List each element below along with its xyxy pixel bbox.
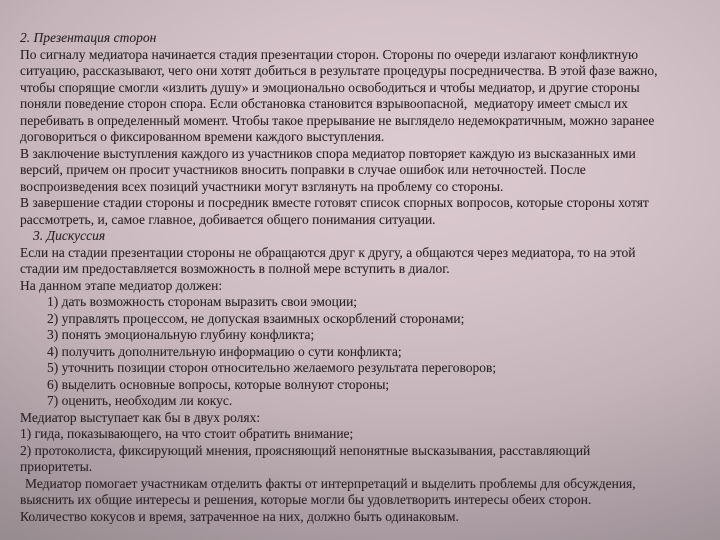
slide-text-line: На данном этапе медиатор должен: bbox=[20, 277, 223, 293]
slide-text-line: Количество кокусов и время, затраченное на них, должно быть одинаковым. bbox=[20, 508, 459, 524]
slide-text-line: 4) получить дополнительную информацию о сути конфликта; bbox=[47, 343, 402, 359]
slide-text-line: 7) оценить, необходим ли кокус. bbox=[47, 393, 233, 408]
slide-text-line: воспроизведения всех позиций участники могут взглянуть на проблему со стороны. bbox=[20, 178, 504, 194]
slide-text-line: Медиатор выступает как бы в двух ролях: bbox=[20, 409, 261, 425]
slide-text-line: 3) понять эмоциональную глубину конфликта; bbox=[47, 327, 315, 342]
slide-text-line: По сигналу медиатора начинается стадия презентации сторон. Стороны по очереди излагают конфликтную bbox=[20, 46, 639, 62]
slide-text-line: Медиатор помогает участникам отделить факты от интерпретаций и выделить проблемы для обсуждения, bbox=[25, 475, 636, 491]
slide-heading-line: 3. Дискуссия bbox=[33, 228, 106, 243]
slide-text-block bbox=[0, 30, 720, 525]
slide-text-line: В заключение выступления каждого из участников спора медиатор повторяет каждую из высказанных ими bbox=[20, 145, 636, 161]
slide-text-line: выяснить их общие интересы и решения, которые могли бы удовлетворить интересы обеих сторон. bbox=[20, 492, 592, 507]
slide-text-line: рассмотреть, и, самое главное, добивается общего понимания ситуации. bbox=[20, 211, 436, 227]
slide-text-line: 2) управлять процессом, не допуская взаимных оскорблений сторонами; bbox=[47, 310, 465, 326]
slide-text-line: 5) уточнить позиции сторон относительно желаемого результата переговоров; bbox=[47, 360, 497, 375]
slide-text-line: договориться о фиксированном времени каждого выступления. bbox=[20, 129, 385, 144]
slide-text-line: приоритеты. bbox=[20, 459, 93, 474]
slide-text-line: 1) гида, показывающего, на что стоит обратить внимание; bbox=[20, 426, 354, 441]
slide-text-line: 2) протоколиста, фиксирующий мнения, проясняющий непонятные высказывания, расставляющий bbox=[20, 442, 591, 458]
slide-text-line: В завершение стадии стороны и посредник вместе готовят список спорных вопросов, которые стороны хотят bbox=[20, 195, 649, 210]
slide-text-line: поняли поведение сторон спора. Если обстановка становится взрывоопасной, медиатору имеет смысл их bbox=[20, 96, 628, 111]
slide-text-line: 1) дать возможность сторонам выразить свои эмоции; bbox=[47, 294, 358, 309]
slide-heading-line: 2. Презентация сторон bbox=[20, 30, 157, 45]
slide-text-line: Если на стадии презентации стороны не обращаются друг к другу, а общаются через медиатора, то на этой bbox=[20, 244, 636, 260]
slide-text-line: 6) выделить основные вопросы, которые волнуют стороны; bbox=[47, 376, 390, 392]
slide-text-line: перебивать в определенный момент. Чтобы такое прерывание не выглядело недемократичным, можно заранее bbox=[20, 112, 655, 128]
slide-text-line: ситуацию, рассказывают, чего они хотят добиться в результате процедуры посредничества. В этой фазе важно, bbox=[20, 63, 658, 78]
slide-text-line: стадии им предоставляется возможность в полной мере вступить в диалог. bbox=[20, 261, 450, 276]
slide-text-line: чтобы спорящие смогли «излить душу» и эмоционально освободиться и чтобы медиатор, и другие стороны bbox=[20, 79, 640, 95]
slide-text-line: версий, причем он просит участников вносить поправки в случае ошибок или неточностей. После bbox=[20, 162, 586, 177]
